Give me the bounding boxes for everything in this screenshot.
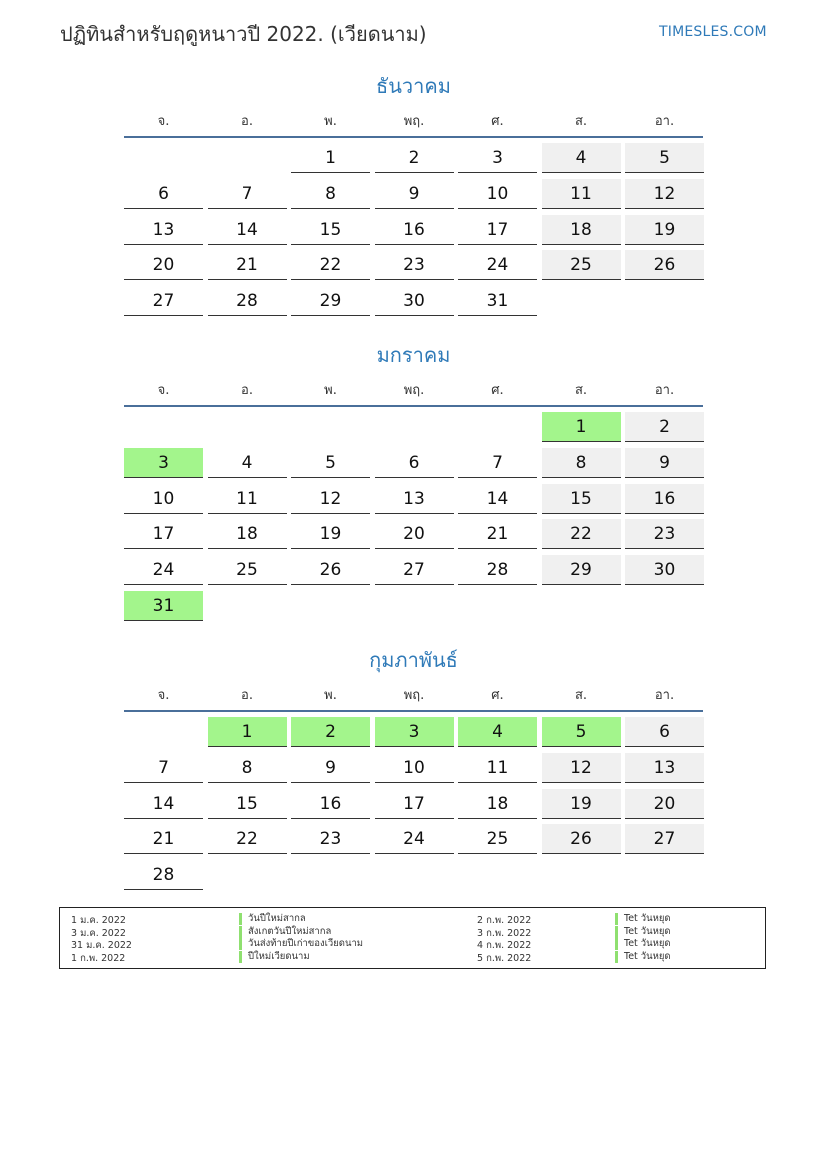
day-cell: 20 [124, 250, 203, 280]
day-cell: 13 [124, 215, 203, 245]
legend-holiday-name: ปีใหม่เวียดนาม [239, 951, 310, 963]
month-name: ธันวาคม [376, 74, 451, 98]
header-rule [124, 405, 703, 407]
weekday-label: อา. [654, 688, 675, 703]
day-cell: 25 [208, 555, 287, 585]
holiday-day-cell: 4 [458, 717, 537, 747]
day-cell: 14 [124, 789, 203, 819]
weekday-label: พ. [324, 688, 337, 703]
day-cell: 2 [625, 412, 704, 442]
day-cell: 19 [625, 215, 704, 245]
holiday-day-cell: 1 [542, 412, 621, 442]
day-cell: 22 [208, 824, 287, 854]
weekday-label: อา. [654, 383, 675, 398]
day-cell: 27 [124, 286, 203, 316]
day-cell: 23 [625, 519, 704, 549]
day-cell: 1 [291, 143, 370, 173]
site-brand-link[interactable]: TIMESLES.COM [659, 24, 767, 40]
day-cell: 17 [375, 789, 454, 819]
legend-holiday-name: Tet วันหยุด [615, 926, 671, 938]
day-cell: 11 [542, 179, 621, 209]
page-title: ปฏิทินสำหรับฤดูหนาวปี 2022. (เวียดนาม) [60, 22, 427, 46]
day-cell: 18 [458, 789, 537, 819]
day-cell: 9 [291, 753, 370, 783]
day-cell: 31 [458, 286, 537, 316]
day-cell: 8 [542, 448, 621, 478]
holiday-day-cell: 3 [124, 448, 203, 478]
holiday-day-cell: 31 [124, 591, 203, 621]
holiday-legend [59, 907, 766, 969]
legend-date: 31 ม.ค. 2022 [71, 940, 132, 952]
day-cell: 23 [375, 250, 454, 280]
day-cell: 30 [375, 286, 454, 316]
day-cell: 14 [208, 215, 287, 245]
day-cell: 10 [124, 484, 203, 514]
weekday-label: พฤ. [403, 114, 425, 129]
day-cell: 16 [625, 484, 704, 514]
day-cell: 7 [208, 179, 287, 209]
weekday-label: อ. [241, 688, 253, 703]
day-cell: 28 [124, 860, 203, 890]
weekday-label: พ. [324, 114, 337, 129]
day-cell: 6 [124, 179, 203, 209]
day-cell: 29 [291, 286, 370, 316]
day-cell: 21 [458, 519, 537, 549]
weekday-label: พฤ. [403, 688, 425, 703]
day-cell: 4 [208, 448, 287, 478]
weekday-label: ส. [574, 688, 588, 703]
legend-date: 4 ก.พ. 2022 [477, 940, 532, 952]
day-cell: 22 [542, 519, 621, 549]
day-cell: 30 [625, 555, 704, 585]
legend-date: 5 ก.พ. 2022 [477, 952, 532, 964]
day-cell: 28 [458, 555, 537, 585]
day-cell: 15 [291, 215, 370, 245]
weekday-label: อา. [654, 114, 675, 129]
header-rule [124, 710, 703, 712]
day-cell: 16 [375, 215, 454, 245]
day-cell: 21 [124, 824, 203, 854]
day-cell: 6 [375, 448, 454, 478]
day-cell: 25 [458, 824, 537, 854]
day-cell: 15 [208, 789, 287, 819]
header-rule [124, 136, 703, 138]
day-cell: 4 [542, 143, 621, 173]
day-cell: 11 [458, 753, 537, 783]
day-cell: 2 [375, 143, 454, 173]
legend-holiday-name: สังเกตวันปีใหม่สากล [239, 926, 331, 938]
day-cell: 16 [291, 789, 370, 819]
day-cell: 25 [542, 250, 621, 280]
day-cell: 24 [375, 824, 454, 854]
day-cell: 19 [542, 789, 621, 819]
weekday-label: ศ. [491, 383, 504, 398]
day-cell: 27 [625, 824, 704, 854]
day-cell: 22 [291, 250, 370, 280]
weekday-label: จ. [157, 383, 170, 398]
day-cell: 5 [625, 143, 704, 173]
weekday-label: พฤ. [403, 383, 425, 398]
legend-date: 2 ก.พ. 2022 [477, 915, 532, 926]
day-cell: 12 [542, 753, 621, 783]
legend-holiday-name: Tet วันหยุด [615, 951, 671, 963]
legend-date: 1 ก.พ. 2022 [71, 952, 126, 964]
weekday-label: ส. [574, 383, 588, 398]
weekday-label: ศ. [491, 688, 504, 703]
day-cell: 24 [124, 555, 203, 585]
day-cell: 8 [291, 179, 370, 209]
legend-date: 3 ก.พ. 2022 [477, 927, 532, 939]
legend-date: 1 ม.ค. 2022 [71, 915, 126, 926]
holiday-day-cell: 2 [291, 717, 370, 747]
day-cell: 18 [208, 519, 287, 549]
month-name: มกราคม [376, 343, 451, 367]
day-cell: 12 [625, 179, 704, 209]
day-cell: 21 [208, 250, 287, 280]
holiday-day-cell: 3 [375, 717, 454, 747]
day-cell: 10 [375, 753, 454, 783]
day-cell: 17 [458, 215, 537, 245]
day-cell: 17 [124, 519, 203, 549]
holiday-day-cell: 1 [208, 717, 287, 747]
day-cell: 9 [375, 179, 454, 209]
day-cell: 26 [291, 555, 370, 585]
weekday-label: จ. [157, 114, 170, 129]
legend-date: 3 ม.ค. 2022 [71, 927, 126, 939]
day-cell: 8 [208, 753, 287, 783]
day-cell: 3 [458, 143, 537, 173]
day-cell: 20 [625, 789, 704, 819]
day-cell: 11 [208, 484, 287, 514]
day-cell: 7 [458, 448, 537, 478]
day-cell: 20 [375, 519, 454, 549]
weekday-label: อ. [241, 383, 253, 398]
day-cell: 5 [291, 448, 370, 478]
legend-holiday-name: วันปีใหม่สากล [239, 913, 306, 925]
weekday-label: พ. [324, 383, 337, 398]
day-cell: 6 [625, 717, 704, 747]
day-cell: 18 [542, 215, 621, 245]
legend-holiday-name: Tet วันหยุด [615, 938, 671, 950]
day-cell: 13 [375, 484, 454, 514]
day-cell: 27 [375, 555, 454, 585]
day-cell: 10 [458, 179, 537, 209]
day-cell: 24 [458, 250, 537, 280]
day-cell: 26 [625, 250, 704, 280]
legend-holiday-name: วันส่งท้ายปีเก่าของเวียดนาม [239, 938, 363, 950]
day-cell: 29 [542, 555, 621, 585]
weekday-label: อ. [241, 114, 253, 129]
day-cell: 14 [458, 484, 537, 514]
day-cell: 23 [291, 824, 370, 854]
weekday-label: ศ. [491, 114, 504, 129]
day-cell: 13 [625, 753, 704, 783]
weekday-label: จ. [157, 688, 170, 703]
day-cell: 12 [291, 484, 370, 514]
month-name: กุมภาพันธ์ [369, 648, 458, 672]
day-cell: 26 [542, 824, 621, 854]
day-cell: 9 [625, 448, 704, 478]
day-cell: 19 [291, 519, 370, 549]
day-cell: 15 [542, 484, 621, 514]
day-cell: 7 [124, 753, 203, 783]
day-cell: 28 [208, 286, 287, 316]
weekday-label: ส. [574, 114, 588, 129]
holiday-day-cell: 5 [542, 717, 621, 747]
legend-holiday-name: Tet วันหยุด [615, 913, 671, 925]
